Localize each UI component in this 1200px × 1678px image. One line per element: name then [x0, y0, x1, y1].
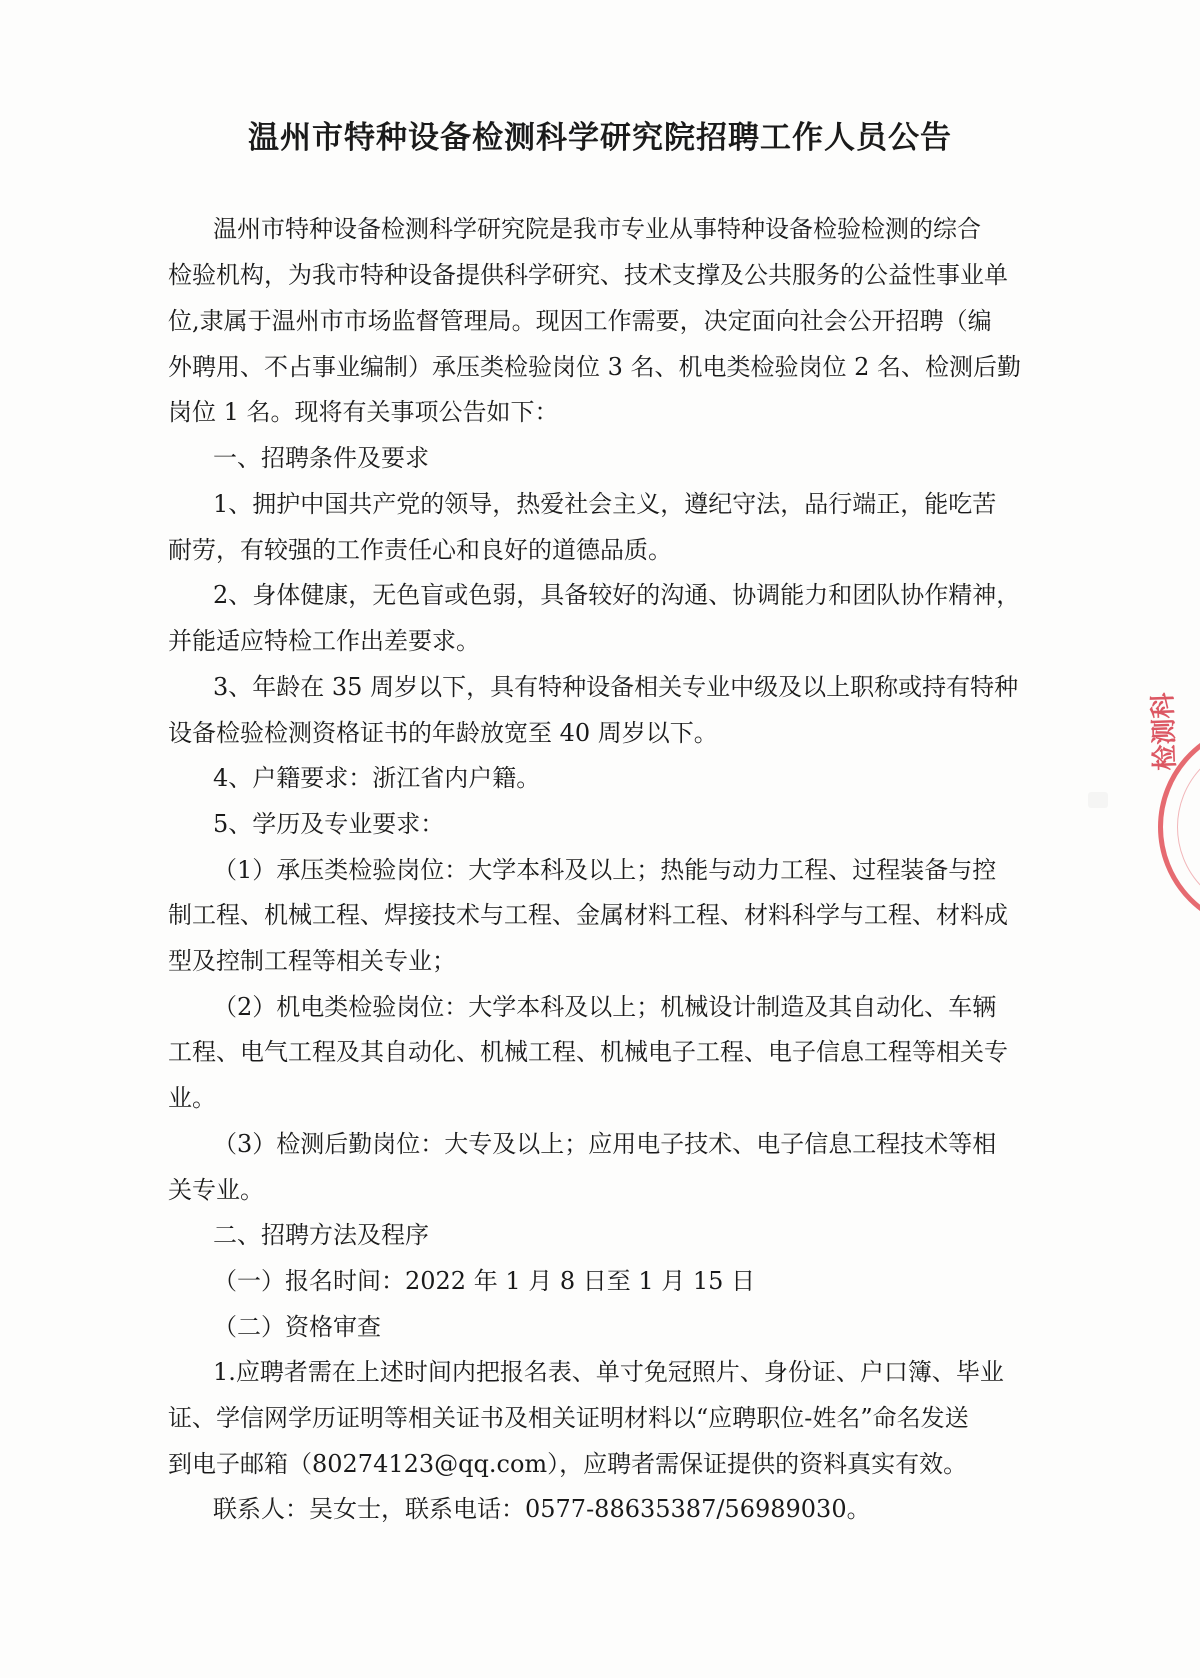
- item1-line-1: 1、拥护中国共产党的领导，热爱社会主义，遵纪守法，品行端正，能吃苦: [213, 490, 997, 518]
- intro-line-1: 温州市特种设备检测科学研究院是我市专业从事特种设备检验检测的综合: [213, 215, 981, 243]
- intro-line-2: 检验机构，为我市特种设备提供科学研究、技术支撑及公共服务的公益性事业单: [168, 261, 1008, 289]
- intro-line-5: 岗位 1 名。现将有关事项公告如下：: [168, 398, 559, 426]
- section1-heading: 一、招聘条件及要求: [213, 444, 429, 472]
- scan-artifact: [1088, 792, 1108, 808]
- sub3-line-1: （3）检测后勤岗位：大专及以上；应用电子技术、电子信息工程技术等相: [213, 1130, 997, 1158]
- sub2-line-1: （2）机电类检验岗位：大学本科及以上；机械设计制造及其自动化、车辆: [213, 993, 997, 1021]
- intro-line-4: 外聘用、不占事业编制）承压类检验岗位 3 名、机电类检验岗位 2 名、检测后勤: [168, 353, 1022, 381]
- section2-heading: 二、招聘方法及程序: [213, 1221, 429, 1249]
- item5-line: 5、学历及专业要求：: [213, 810, 445, 838]
- sub1-line-2: 制工程、机械工程、焊接技术与工程、金属材料工程、材料科学与工程、材料成: [168, 901, 1008, 929]
- sub3-line-2: 关专业。: [168, 1176, 264, 1204]
- contact-line: 联系人：吴女士，联系电话：0577-88635387/56989030。: [213, 1495, 871, 1523]
- qualification-heading: （二）资格审查: [213, 1313, 381, 1341]
- red-seal-stamp: [1148, 691, 1200, 932]
- sub1-line-1: （1）承压类检验岗位：大学本科及以上；热能与动力工程、过程装备与控: [213, 856, 997, 884]
- intro-line-3: 位,隶属于温州市市场监督管理局。现因工作需要，决定面向社会公开招聘（编: [168, 307, 992, 335]
- item1-line-2: 耐劳，有较强的工作责任心和良好的道德品质。: [168, 536, 672, 564]
- item3-line-2: 设备检验检测资格证书的年龄放宽至 40 周岁以下。: [168, 719, 718, 747]
- sub2-line-3: 业。: [168, 1084, 216, 1112]
- item2-line-2: 并能适应特检工作出差要求。: [168, 627, 480, 655]
- document-title: 温州市特种设备检测科学研究院招聘工作人员公告: [248, 120, 952, 156]
- item3-line-1: 3、年龄在 35 周岁以下，具有特种设备相关专业中级及以上职称或持有特种: [213, 673, 1019, 701]
- seal-text: 检测科: [1148, 691, 1181, 771]
- sub2-line-2: 工程、电气工程及其自动化、机械工程、机械电子工程、电子信息工程等相关专: [168, 1038, 1008, 1066]
- registration-time: （一）报名时间：2022 年 1 月 8 日至 1 月 15 日: [213, 1267, 756, 1295]
- sub1-line-3: 型及控制工程等相关专业；: [168, 947, 456, 975]
- qualification-line-2: 证、学信网学历证明等相关证书及相关证明材料以“应聘职位-姓名”命名发送: [168, 1404, 969, 1432]
- qualification-line-3: 到电子邮箱（80274123@qq.com），应聘者需保证提供的资料真实有效。: [168, 1450, 968, 1478]
- item2-line-1: 2、身体健康，无色盲或色弱，具备较好的沟通、协调能力和团队协作精神，: [213, 581, 1021, 609]
- item4-line: 4、户籍要求：浙江省内户籍。: [213, 764, 541, 792]
- qualification-line-1: 1.应聘者需在上述时间内把报名表、单寸免冠照片、身份证、户口簿、毕业: [213, 1358, 1004, 1386]
